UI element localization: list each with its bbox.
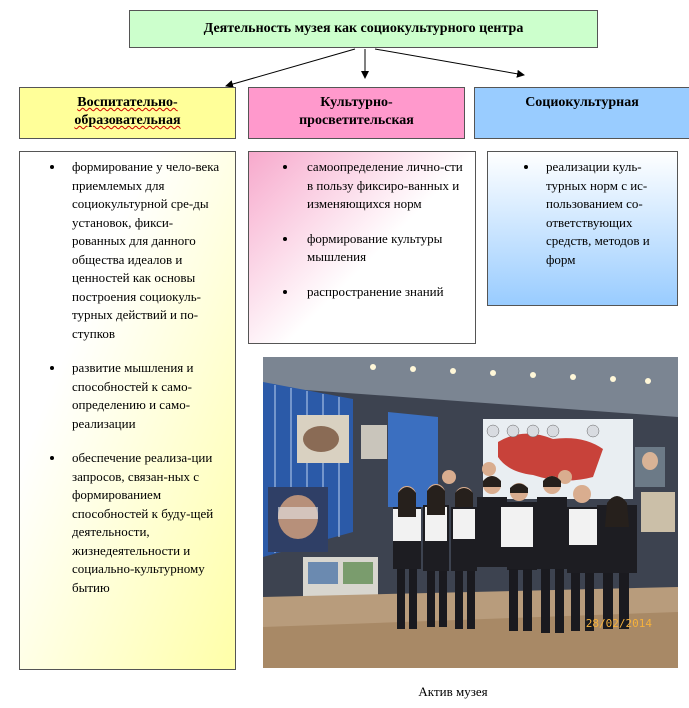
category-cultural-enlightenment [248, 87, 465, 139]
category-sociocultural [474, 87, 689, 139]
list-item: обеспечение реализа-ции запросов, связан-ных с формированием способностей к буду-щей деятельности, жизнедеятельности и социально-культурному бытию [20, 449, 235, 597]
category-2-line1: Культурно- [320, 95, 393, 110]
photo-caption: Актив музея [418, 684, 488, 699]
list-educational [19, 151, 236, 670]
list-sociocultural [487, 151, 678, 306]
category-educational [19, 87, 236, 139]
diagram-title-text: Деятельность музея как социокультурного центра [203, 21, 524, 36]
category-1-line2: образовательная [74, 113, 181, 128]
category-3-line1: Социокультурная [525, 95, 639, 110]
list-item: самоопределение лично-сти в пользу фиксиро-ванных и изменяющихся норм [249, 158, 475, 214]
category-2-line2: просветительская [299, 113, 414, 128]
photo-date-stamp: 28/02/2014 [585, 617, 652, 630]
list-item: распространение знаний [249, 283, 475, 302]
category-1-line1: Воспитательно- [77, 95, 178, 110]
list-cultural-enlightenment [248, 151, 476, 344]
list-item: формирование у чело-века приемлемых для социокультурной сре-ды установок, фикси-рованных для данного общества идеалов и ценностей как основы построения социокуль-турных действий и по-ступков [20, 158, 235, 343]
list-item: развитие мышления и способностей к само-определению и само-реализации [20, 359, 235, 433]
museum-group-photo [263, 357, 678, 668]
arrow-to-category-3 [375, 49, 524, 75]
arrow-to-category-1 [226, 49, 355, 86]
list-item: реализации куль-турных норм с ис-пользованием со-ответствующих средств, методов и форм [488, 158, 677, 269]
list-item: формирование культуры мышления [249, 230, 475, 267]
